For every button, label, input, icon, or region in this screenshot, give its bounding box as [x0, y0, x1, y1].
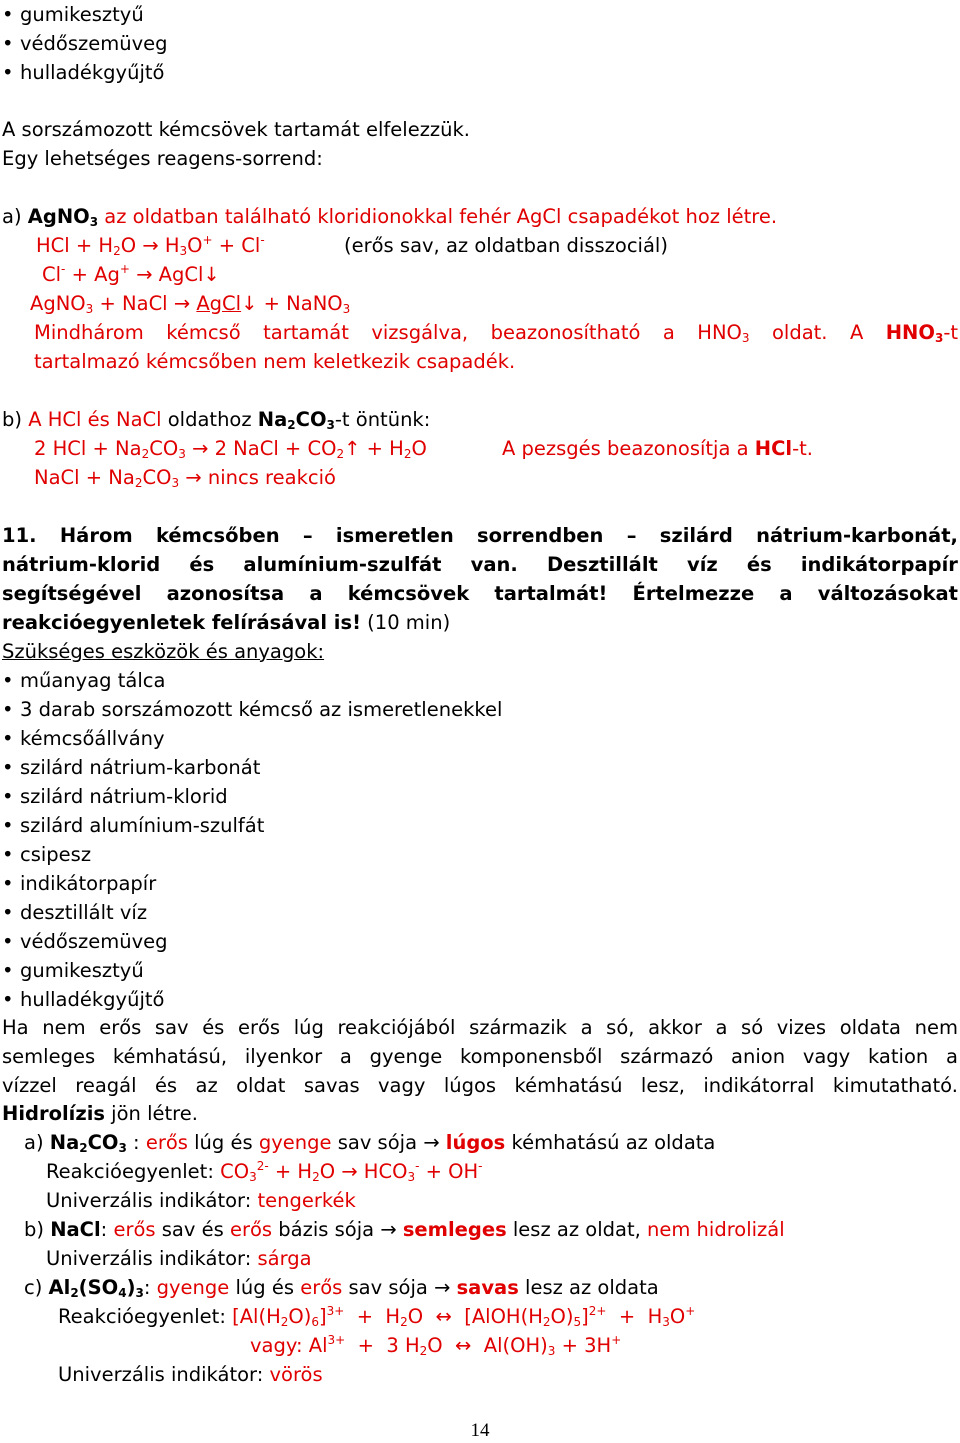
intro-line: A sorszámozott kémcsövek tartamát elfelezzük. [2, 118, 471, 141]
list-item: • szilárd nátrium-klorid [2, 782, 228, 811]
intro-line: Egy lehetséges reagens-sorrend: [2, 147, 323, 170]
list-item: • hulladékgyűjtő [2, 58, 164, 87]
list-item: • védőszemüveg [2, 927, 168, 956]
list-item: • hulladékgyűjtő [2, 985, 164, 1014]
equation: Reakcióegyenlet: $[Al(H_2O)_6]^{3+} + H_2O$ ↔ $[AlOH(H_2O)_5]^{2+} + H_3O^+$ [58, 1304, 696, 1329]
step-b-line: b) A HCl és NaCl oldathoz $Na_2CO_3-t$ öntünk: [2, 408, 431, 432]
paragraph-line: Ha nem erős sav és erős lúg reakciójából származik a só, akkor a só vizes oldata nem [2, 1016, 958, 1039]
step-a-line: a) AgNO$_3$ az oldatban található kloridionokkal fehér AgCl csapadékot hoz létre. [2, 205, 778, 229]
list-item: • szilárd nátrium-karbonát [2, 753, 260, 782]
hydro-a-line: a) $Na_2CO_3$ : erős lúg és gyenge sav sója → lúgos kémhatású az oldata [24, 1131, 716, 1155]
task-text: reakcióegyenletek felírásával is! (10 min) [2, 611, 451, 634]
equation: vagy: $Al^{3+} + 3$ $H_2O$ ↔ $Al(OH)_3 + 3H^+$ [250, 1333, 622, 1358]
indicator-line: Univerzális indikátor: sárga [46, 1247, 312, 1270]
list-item: • szilárd alumínium-szulfát [2, 811, 264, 840]
page-number: 14 [470, 1420, 490, 1441]
paragraph-line: vízzel reagál és az oldat savas vagy lúgos kémhatású lesz, indikátorral kimutatható. [2, 1074, 958, 1097]
task-text: 11. Három kémcsőben – ismeretlen sorrendben – szilárd nátrium-karbonát, [2, 524, 958, 547]
hydro-c-line: c) $Al_2(SO_4)_3$: gyenge lúg és erős sav sója → savas lesz az oldata [24, 1276, 659, 1300]
paragraph-line: semleges kémhatású, ilyenkor a gyenge komponensből származó anion vagy kation a [2, 1045, 958, 1068]
list-item: • védőszemüveg [2, 29, 168, 58]
step-a-conclusion: tartalmazó kémcsőben nem keletkezik csapadék. [34, 350, 516, 373]
step-a-conclusion: Mindhárom kémcső tartamát vizsgálva, beazonosítható a $HNO_3$ oldat. A $HNO_3-t$ [34, 321, 958, 345]
list-item: • gumikesztyű [2, 0, 144, 29]
equation: NaCl + $Na_2CO_3$ → nincs reakció [34, 466, 336, 490]
list-item: • csipesz [2, 840, 91, 869]
equation: Cl- + Ag+ → AgCl↓ [42, 262, 220, 286]
list-item: • 3 darab sorszámozott kémcső az ismeretlenekkel [2, 695, 502, 724]
equation: Reakcióegyenlet: $CO_3^{2-} + H_2O \to HCO_3^- + OH^-$ [46, 1159, 483, 1184]
paragraph-line: Hidrolízis jön létre. [2, 1102, 198, 1125]
list-item: • desztillált víz [2, 898, 147, 927]
list-item: • indikátorpapír [2, 869, 156, 898]
indicator-line: Univerzális indikátor: vörös [58, 1363, 323, 1386]
list-item: • gumikesztyű [2, 956, 144, 985]
equation: AgNO$_3$ + NaCl → AgCl↓ + NaNO$_3$ [30, 292, 351, 316]
section-heading: Szükséges eszközök és anyagok: [2, 640, 325, 663]
indicator-line: Univerzális indikátor: tengerkék [46, 1189, 356, 1212]
list-item: • kémcsőállvány [2, 724, 165, 753]
equation-note: A pezsgés beazonosítja a HCl-t. [502, 437, 813, 460]
task-text: segítségével azonosítsa a kémcsövek tartalmát! Értelmezze a változásokat [2, 582, 958, 605]
equation: HCl + $H_2O \to H_3O^+ + Cl^-$ [36, 233, 265, 258]
hydro-b-line: b) NaCl: erős sav és erős bázis sója → semleges lesz az oldat, nem hidrolizál [24, 1218, 785, 1241]
task-text: nátrium-klorid és alumínium-szulfát van. Desztillált víz és indikátorpapír [2, 553, 958, 576]
equation: 2 HCl + $Na_2CO_3 \to 2$ NaCl + $CO_2↑ + H_2O$ [34, 437, 427, 461]
equation-note: (erős sav, az oldatban disszociál) [344, 234, 668, 257]
list-item: • műanyag tálca [2, 666, 165, 695]
